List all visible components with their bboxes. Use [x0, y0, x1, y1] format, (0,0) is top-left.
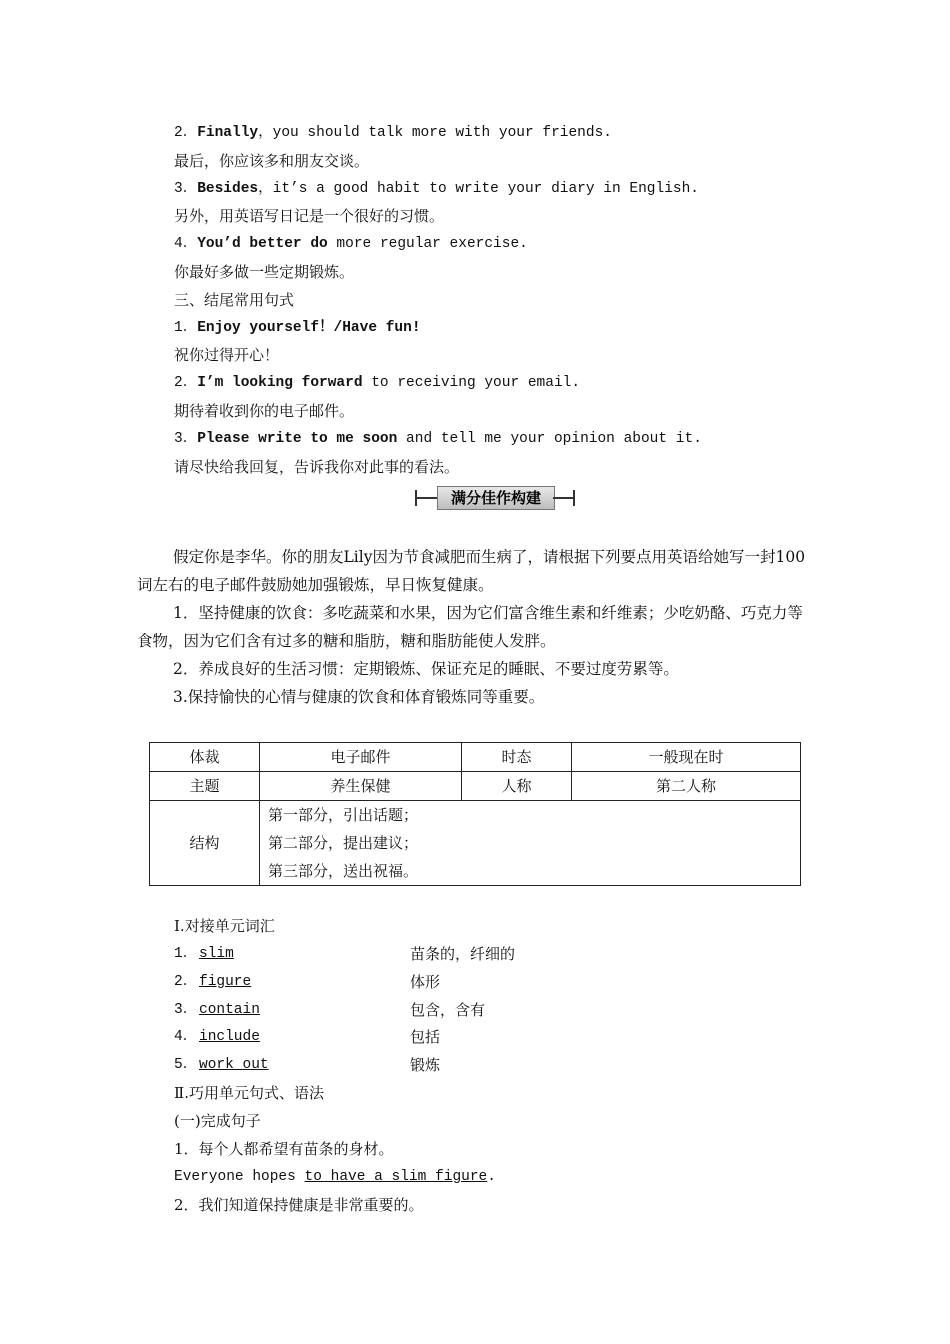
task-intro: 假定你是李华。你的朋友Lily因为节食减肥而生病了，请根据下列要点用英语给她写一封100词左右的电子邮件鼓励她加强锻炼，早日恢复健康。: [137, 548, 806, 594]
key-phrase: Finally: [197, 125, 259, 141]
person-label: 人称: [462, 772, 572, 801]
tense-value: 一般现在时: [572, 743, 801, 772]
person-value: 第二人称: [572, 772, 801, 801]
ending-3-en: 3．Please write to me soon and tell me your opinion about it.: [174, 431, 702, 447]
key-phrase: I’m looking forward: [197, 375, 363, 391]
vocab-answer-5: work out: [199, 1057, 269, 1073]
task-description: [137, 543, 817, 711]
exercise-2-zh: 2．我们知道保持健康是非常重要的。: [174, 1196, 424, 1214]
task-point-2: 2．养成良好的生活习惯：定期锻炼、保证充足的睡眠、不要过度劳累等。: [173, 660, 679, 678]
exercise-1-answer: to have a slim figure: [304, 1169, 488, 1185]
complete-heading: (一)完成句子: [174, 1112, 261, 1130]
vocab-heading: Ⅰ.对接单元词汇: [174, 917, 275, 935]
tense-label: 时态: [462, 743, 572, 772]
vocab-answer-4: include: [199, 1029, 260, 1045]
structure-part-2: 第二部分，提出建议；: [268, 834, 419, 852]
writing-info-table: [149, 742, 801, 886]
grammar-heading: Ⅱ.巧用单元句式、语法: [174, 1084, 324, 1102]
tip-2-en: 2．Finally，you should talk more with your friends.: [174, 125, 612, 141]
vocab-meaning-5: 锻炼: [410, 1056, 441, 1074]
key-phrase: You’d better do: [197, 236, 328, 252]
banner-rule-right: [553, 497, 575, 499]
vocab-item-2: 2．: [174, 974, 198, 990]
vocab-answer-3: contain: [199, 1002, 260, 1018]
tip-3-zh: 另外，用英语写日记是一个很好的习惯。: [174, 207, 445, 225]
vocab-meaning-2: 体形: [410, 973, 441, 991]
genre-label: 体裁: [150, 743, 260, 772]
section-banner: [415, 486, 575, 510]
ending-1-zh: 祝你过得开心！: [174, 346, 280, 364]
table-row: [150, 743, 801, 772]
ending-1-en: 1．Enjoy yourself！/Have fun!: [174, 320, 421, 336]
exercise-1-en: Everyone hopes to have a slim figure.: [174, 1169, 496, 1185]
structure-value: [260, 801, 801, 886]
genre-value: 电子邮件: [260, 743, 462, 772]
tip-2-zh: 最后，你应该多和朋友交谈。: [174, 152, 370, 170]
topic-label: 主题: [150, 772, 260, 801]
ending-2-zh: 期待着收到你的电子邮件。: [174, 402, 355, 420]
ending-2-en: 2．I’m looking forward to receiving your email.: [174, 375, 581, 391]
table-row: [150, 772, 801, 801]
key-phrase: Besides: [197, 181, 259, 197]
vocab-answer-2: figure: [199, 974, 252, 990]
task-point-1: 1．坚持健康的饮食：多吃蔬菜和水果，因为它们富含维生素和纤维素；少吃奶酪、巧克力等食物，因为它们含有过多的糖和脂肪，糖和脂肪能使人发胖。: [137, 604, 803, 650]
key-phrase: Enjoy yourself！/Have fun!: [197, 320, 421, 336]
vocab-meaning-4: 包括: [410, 1028, 441, 1046]
exercise-1-zh: 1．每个人都希望有苗条的身材。: [174, 1140, 394, 1158]
tip-3-en: 3．Besides，it’s a good habit to write your diary in English.: [174, 181, 699, 197]
vocab-meaning-1: 苗条的，纤细的: [410, 945, 516, 963]
ending-heading: 三、结尾常用句式: [174, 291, 295, 309]
table-row: [150, 801, 801, 886]
tip-4-en: 4．You’d better do more regular exercise.: [174, 236, 528, 252]
structure-part-1: 第一部分，引出话题；: [268, 806, 419, 824]
topic-value: 养生保健: [260, 772, 462, 801]
vocab-item-5: 5．: [174, 1057, 198, 1073]
banner-title: 满分佳作构建: [437, 486, 555, 510]
structure-part-3: 第三部分，送出祝福。: [268, 862, 419, 880]
vocab-item-3: 3．: [174, 1002, 198, 1018]
key-phrase: Please write to me soon: [197, 431, 398, 447]
vocab-item-1: 1．: [174, 946, 198, 962]
vocab-item-4: 4．: [174, 1029, 198, 1045]
banner-rule-left: [415, 497, 437, 499]
banner-cap-right: [573, 490, 575, 506]
vocab-meaning-3: 包含，含有: [410, 1001, 486, 1019]
tip-4-zh: 你最好多做一些定期锻炼。: [174, 263, 355, 281]
task-point-3: 3.保持愉快的心情与健康的饮食和体育锻炼同等重要。: [173, 688, 545, 706]
structure-label: 结构: [150, 801, 260, 886]
vocab-answer-1: slim: [199, 946, 234, 962]
ending-3-zh: 请尽快给我回复，告诉我你对此事的看法。: [174, 458, 460, 476]
